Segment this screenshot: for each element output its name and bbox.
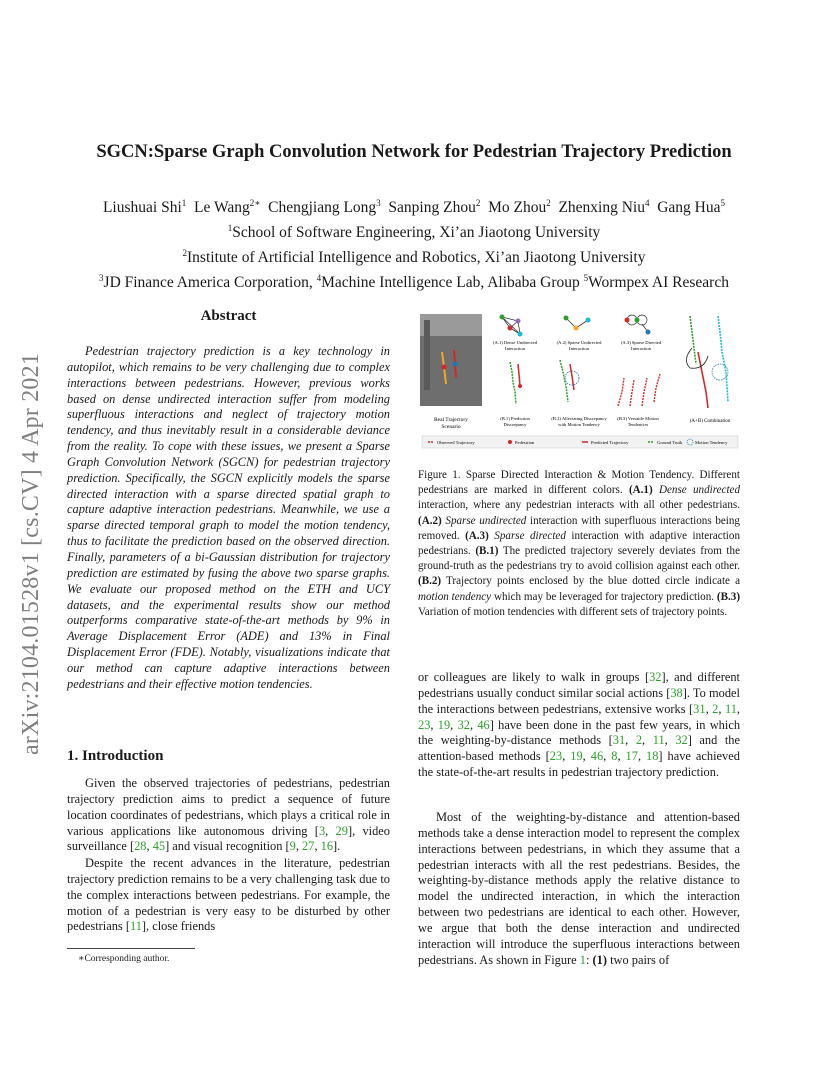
caption-tag: (A.2): [418, 514, 442, 527]
citation-link[interactable]: 8: [611, 749, 618, 764]
affiliation-1: [0, 218, 828, 243]
text-run-bold: (1): [592, 952, 607, 967]
citation-link[interactable]: 45: [152, 839, 166, 854]
fig-label-b3-1: (B.3) Versatile Motion: [617, 416, 659, 421]
caption-tag: (B.1): [475, 545, 499, 558]
figure-1: [420, 312, 740, 452]
author-name: Zhenxing Niu: [558, 199, 645, 216]
author-sup: 3: [376, 198, 381, 208]
fig-label-a1-2: Interaction: [505, 346, 525, 351]
citation-link[interactable]: 29: [335, 823, 348, 838]
footnote-rule: [67, 948, 195, 949]
text-run: ]. To model the interactions between pedestrians, extensive works [: [418, 685, 740, 716]
citation-link[interactable]: 19: [437, 717, 451, 732]
author-list: [0, 193, 828, 218]
legend-motion-tendency: Motion Tendency: [695, 440, 728, 445]
scene-photo: [420, 314, 482, 406]
caption-tag: (A.1): [628, 484, 653, 497]
fig-label-b2-2: with Motion Tendency: [558, 422, 600, 427]
citation-link[interactable]: 46: [590, 749, 604, 764]
text-run: ,: [705, 701, 713, 716]
fig-label-a3-1: (A.3) Sparse Directed: [620, 340, 662, 345]
aff-sup: 3: [99, 273, 104, 283]
fig-label-a3-2: Interaction: [631, 346, 651, 351]
aff-text: Machine Intelligence Lab, Alibaba Group: [321, 274, 584, 291]
text-run: Despite the recent advances in the literature, pedestrian trajectory prediction remains to be a very challenging task due to the complex interactions between pedestrians. For example, the motion of a pedestrian is very easy to be disturbed by other pedestrians [: [67, 856, 390, 934]
caption-tag: (B.3): [716, 590, 741, 603]
affiliation-2: [0, 243, 828, 268]
text-run: ] and visual recognition [: [165, 839, 290, 854]
citation-link[interactable]: 32: [675, 733, 688, 748]
text-run: ,: [146, 839, 153, 854]
text-run: ,: [637, 749, 647, 764]
text-run: ] have achieved the state-of-the-art results in pedestrian trajectory prediction.: [418, 749, 740, 780]
text-run: ], close friends: [141, 919, 216, 934]
author-sup: 2∗: [249, 198, 261, 208]
text-run: ,: [314, 839, 321, 854]
author-sup: 5: [720, 198, 726, 208]
aff-text: School of Software Engineering, Xi’an Jiaotong University: [232, 224, 601, 241]
text-run: ,: [295, 839, 303, 854]
right-paragraph-2: [418, 810, 740, 968]
author-name: Mo Zhou: [488, 199, 547, 216]
arxiv-stamp: arXiv:2104.01528v1 [cs.CV] 4 Apr 2021: [18, 352, 44, 755]
citation-link[interactable]: 16: [320, 839, 334, 854]
citation-link[interactable]: 18: [646, 749, 659, 764]
text-run: ,: [617, 749, 626, 764]
text-run: ,: [664, 733, 676, 748]
text-run: ,: [469, 717, 478, 732]
caption-term: motion tendency: [418, 590, 492, 603]
caption-term: Dense undirected: [658, 484, 741, 497]
fig-label-a1-1: (A.1) Dense Undirected: [492, 340, 538, 345]
text-run: ,: [450, 717, 458, 732]
fig-label-b1-1: (B.1) Prediction: [500, 416, 530, 421]
citation-link[interactable]: 23: [418, 717, 431, 732]
text-run: ,: [582, 749, 591, 764]
fig-label-a2-1: (A.2) Sparse Undirected: [556, 340, 602, 345]
caption-text: Figure 1. Sparse Directed Interaction & Motion Tendency. Different pedestrians are marked in different colors.: [418, 469, 740, 497]
text-run: ,: [325, 823, 336, 838]
aff-sup: 5: [583, 273, 589, 283]
legend-ground-truth: Ground Truth: [657, 440, 683, 445]
caption-text: interaction with adaptive interaction pedestrians.: [418, 529, 740, 558]
fig-label-b3-2: Tendencies: [627, 422, 649, 427]
legend-pedestrian: Pedestrian: [515, 440, 535, 445]
text-run: two pairs of: [606, 952, 670, 967]
citation-link[interactable]: 11: [652, 733, 665, 748]
citation-link[interactable]: 46: [477, 717, 490, 732]
sparse-undirected-graph-icon: [564, 316, 591, 331]
citation-link[interactable]: 27: [302, 839, 315, 854]
intro-paragraph-2: [67, 856, 390, 935]
affiliation-3: [0, 268, 828, 293]
footnote: ∗Corresponding author.: [78, 954, 170, 964]
text-run: ,: [625, 733, 636, 748]
caption-text: Variation of motion tendencies with different sets of trajectory points.: [418, 605, 728, 618]
versatile-tendency-plot: [618, 374, 660, 406]
figure-ref-link[interactable]: 1: [579, 952, 586, 967]
legend-observed: Observed Trajectory: [437, 440, 475, 445]
author-sup: 4: [644, 198, 650, 208]
text-run: or colleagues are likely to walk in groups [: [418, 670, 650, 684]
citation-link[interactable]: 9: [289, 839, 296, 854]
caption-text: Trajectory points enclosed by the blue dotted circle indicate a: [446, 575, 740, 588]
sparse-directed-graph-icon: [625, 315, 651, 335]
aff-text: Institute of Artificial Intelligence and Robotics, Xi’an Jiaotong University: [187, 249, 646, 266]
text-run: ,: [642, 733, 653, 748]
author-name: Liushuai Shi: [102, 199, 182, 216]
text-run: Given the observed trajectories of pedestrians, pedestrian trajectory prediction aims to predict a sequence of future location coordinates of pedestrians, which plays a critical role in various applications like autonomous driving [: [67, 776, 390, 838]
citation-link[interactable]: 31: [693, 701, 706, 716]
fig-label-b2-1: (B.2) Alleviating Discrepancy: [551, 416, 607, 421]
caption-text: which may be leveraged for trajectory prediction.: [493, 590, 715, 603]
author-sup: 1: [181, 198, 187, 208]
fig-label-b1-2: Discrepancy: [503, 422, 527, 427]
caption-tag: (A.3): [465, 529, 489, 542]
motion-tendency-plot: [560, 360, 579, 402]
fig-label-real-2: Scenario: [441, 424, 461, 430]
paper-title: SGCN:Sparse Graph Convolution Network for Pedestrian Trajectory Prediction: [96, 142, 732, 162]
aff-sup: 1: [227, 223, 233, 233]
text-run: ,: [718, 701, 725, 716]
fig-label-combination: (A+B) Combination: [689, 419, 731, 424]
author-name: Sanping Zhou: [388, 199, 476, 216]
intro-paragraph-1: [67, 776, 390, 855]
citation-link[interactable]: 3: [318, 823, 326, 838]
author-name: Gang Hua: [657, 199, 721, 216]
author-sup: 2: [475, 198, 481, 208]
citation-link[interactable]: 11: [129, 919, 142, 934]
abstract-heading: Abstract: [200, 308, 257, 324]
citation-link[interactable]: 32: [649, 670, 662, 684]
text-run: :: [585, 952, 593, 967]
figure-caption: [418, 468, 740, 620]
author-sup: 2: [546, 198, 551, 208]
fig-label-a2-2: Interaction: [569, 346, 589, 351]
caption-text: The predicted trajectory severely deviates from the ground-truth as the pedestrians try to avoid collision against each other.: [418, 545, 740, 573]
caption-text: interaction, where any pedestrian interacts with all other pedestrians.: [418, 499, 740, 512]
text-run: ,: [562, 749, 571, 764]
author-name: Chengjiang Long: [268, 199, 377, 216]
legend-predicted: Predicted Trajectory: [591, 440, 629, 445]
text-run: ,: [430, 717, 438, 732]
text-run: ].: [333, 839, 341, 854]
citation-link[interactable]: 2: [712, 701, 719, 716]
citation-link[interactable]: 28: [134, 839, 147, 854]
abstract-body: Pedestrian trajectory prediction is a key technology in autopilot, which remains to be very challenging due to complex interactions between pedestrians. However, previous works based on dense undirected interaction suffer from modeling superfluous interactions and neglect of trajectory motion tendency, and thus inevitably result in a considerable deviance from the reality. To cope with these issues, we present a Sparse Graph Convolution Network (SGCN) for pedestrian trajectory prediction. Specifically, the SGCN explicitly models the sparse directed interaction with a sparse directed spatial graph to capture adaptive interaction pedestrians. Meanwhile, we use a sparse directed temporal graph to model the motion tendency, thus to facilitate the prediction based on the observed direction. Finally, parameters of a bi-Gaussian distribution for trajectory prediction are estimated by fusing the above two sparse graphs. We evaluate our proposed method on the ETH and UCY datasets, and the experimental results show our method outperforms comparative state-of-the-art methods by 9% in Average Displacement Error (ADE) and 13% in Final Displacement Error (FDE). Notably, visualizations indicate that our method can capture adaptive interactions between pedestrians and their effective motion tendencies.: [67, 344, 390, 691]
caption-term: Sparse undirected: [445, 514, 527, 527]
text-run: Most of the weighting-by-distance and attention-based methods take a dense interaction model to represent the complex interactions between pedestrians, in which they assume that a pedestrian interacts with all the rest pedestrians. Besides, the weighting-by-distance methods apply the relative distance to model the undirected interaction, in which the interaction between two pedestrians are identical to each other. However, we argue that both the dense interaction and undirected interaction will introduce the superfluous interactions between pedestrians. As shown in Figure: [418, 810, 740, 967]
aff-text: JD Finance America Corporation,: [103, 274, 317, 291]
aff-text: Wormpex AI Research: [588, 274, 729, 291]
text-run: ] and the attention-based methods [: [418, 733, 740, 764]
citation-link[interactable]: 17: [625, 749, 638, 764]
citation-link[interactable]: 32: [457, 717, 470, 732]
caption-tag: (B.2): [418, 575, 442, 588]
author-block: [0, 193, 828, 293]
citation-link[interactable]: 2: [635, 733, 643, 748]
text-run: ], and different pedestrians usually conduct similar social actions [: [418, 670, 740, 700]
caption-term: Sparse directed: [494, 529, 566, 542]
text-run: ], video surveillance [: [67, 823, 390, 854]
citation-link[interactable]: 31: [612, 733, 626, 748]
figure-legend: [422, 436, 738, 448]
combination-plot: [686, 316, 728, 408]
text-run: ,: [736, 701, 740, 716]
fig-label-real-1: Real Trajectory: [433, 417, 469, 423]
right-paragraph-1: [418, 670, 740, 781]
citation-link[interactable]: 19: [570, 749, 583, 764]
text-run: ] have been done in the past few years, in which the weighting-by-distance methods [: [418, 717, 741, 748]
aff-sup: 4: [316, 273, 322, 283]
citation-link[interactable]: 23: [549, 749, 563, 764]
caption-text: interaction with superfluous interactions being removed.: [418, 514, 740, 542]
section-heading: 1. Introduction: [67, 748, 164, 764]
text-run: ,: [603, 749, 612, 764]
dense-graph-icon: [500, 315, 523, 337]
prediction-discrepancy-plot: [510, 362, 522, 404]
aff-sup: 2: [182, 248, 188, 258]
citation-link[interactable]: 38: [670, 685, 683, 700]
author-name: Le Wang: [194, 199, 250, 216]
citation-link[interactable]: 11: [724, 701, 737, 716]
